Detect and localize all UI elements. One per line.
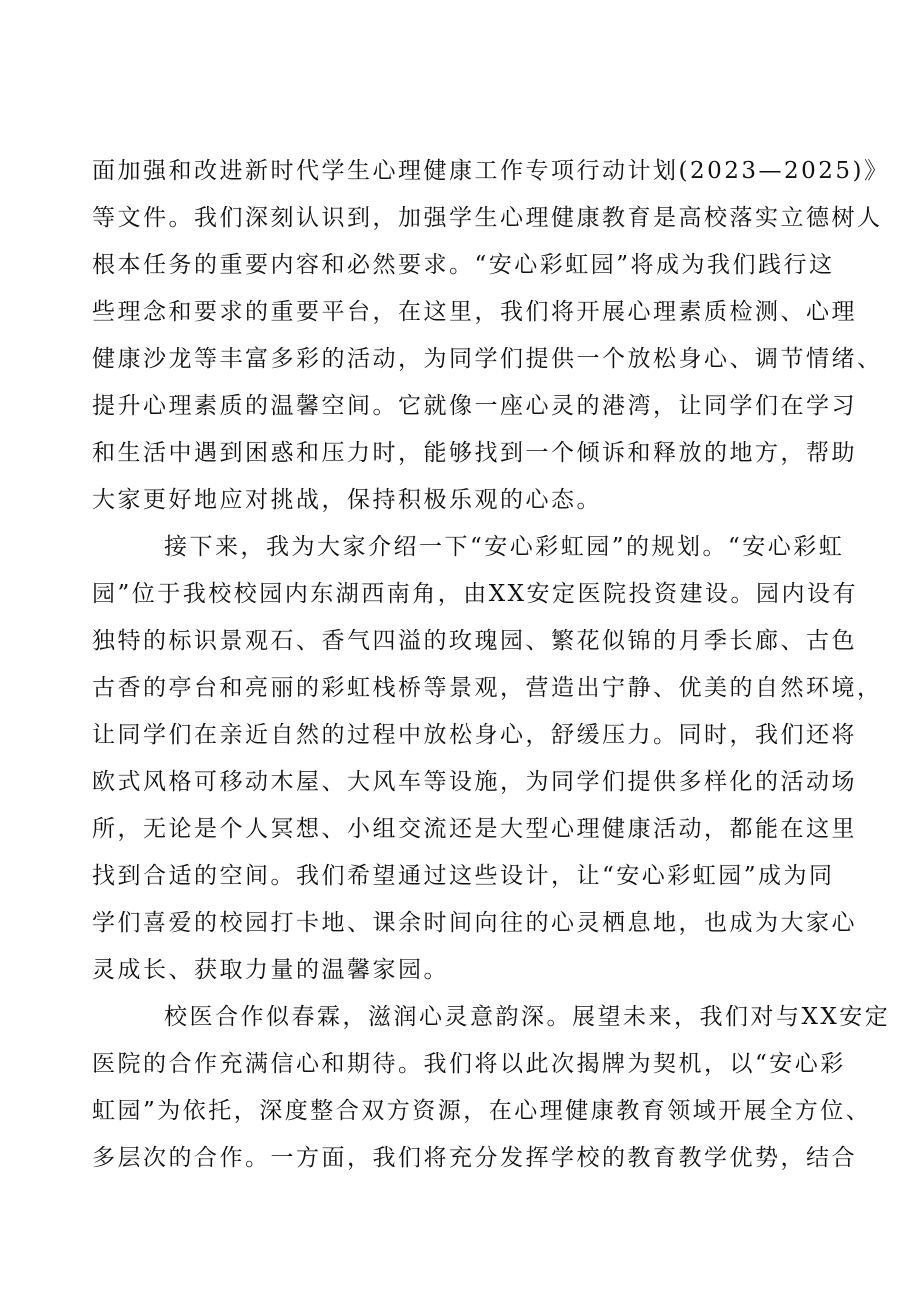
text-line: 健康沙龙等丰富多彩的活动，为同学们提供一个放松身心、调节情绪、 [92, 346, 883, 372]
document-body [92, 148, 891, 1182]
text-line: 园”位于我校校园内东湖西南角，由XX安定医院投资建设。园内设有 [92, 581, 859, 607]
text-line: 灵成长、获取力量的温馨家园。 [92, 957, 449, 983]
text-line: 医院的合作充满信心和期待。我们将以此次揭牌为契机，以“安心彩 [92, 1051, 846, 1077]
text-line: 多层次的合作。一方面，我们将充分发挥学校的教育教学优势，结合 [92, 1145, 857, 1171]
text-line: 面加强和改进新时代学生心理健康工作专项行动计划(2023—2025)》 [92, 158, 890, 184]
text-line: 所，无论是个人冥想、小组交流还是大型心理健康活动，都能在这里 [92, 816, 857, 842]
text-line: 和生活中遇到困惑和压力时，能够找到一个倾诉和释放的地方，帮助 [92, 440, 857, 466]
text-line: 根本任务的重要内容和必然要求。“安心彩虹园”将成为我们践行这 [92, 252, 835, 278]
text-line: 找到合适的空间。我们希望通过这些设计，让“安心彩虹园”成为同 [92, 863, 835, 889]
text-line: 虹园”为依托，深度整合双方资源，在心理健康教育领域开展全方位、 [92, 1098, 872, 1124]
text-line: 大家更好地应对挑战，保持积极乐观的心态。 [92, 487, 602, 513]
text-line: 些理念和要求的重要平台，在这里，我们将开展心理素质检测、心理 [92, 299, 857, 325]
text-line: 学们喜爱的校园打卡地、课余时间向往的心灵栖息地，也成为大家心 [92, 910, 857, 936]
text-line: 让同学们在亲近自然的过程中放松身心，舒缓压力。同时，我们还将 [92, 722, 857, 748]
text-line: 提升心理素质的温馨空间。它就像一座心灵的港湾，让同学们在学习 [92, 393, 857, 419]
text-line: 等文件。我们深刻认识到，加强学生心理健康教育是高校落实立德树人 [92, 205, 883, 231]
text-line: 独特的标识景观石、香气四溢的玫瑰园、繁花似锦的月季长廊、古色 [92, 628, 857, 654]
paragraph-first-line: 校医合作似春霖，滋润心灵意韵深。展望未来，我们对与XX安定 [164, 1004, 891, 1030]
paragraph-first-line: 接下来，我为大家介绍一下“安心彩虹园”的规划。“安心彩虹 [164, 534, 845, 560]
text-line: 古香的亭台和亮丽的彩虹栈桥等景观，营造出宁静、优美的自然环境， [92, 675, 883, 701]
text-line: 欧式风格可移动木屋、大风车等设施，为同学们提供多样化的活动场 [92, 769, 857, 795]
